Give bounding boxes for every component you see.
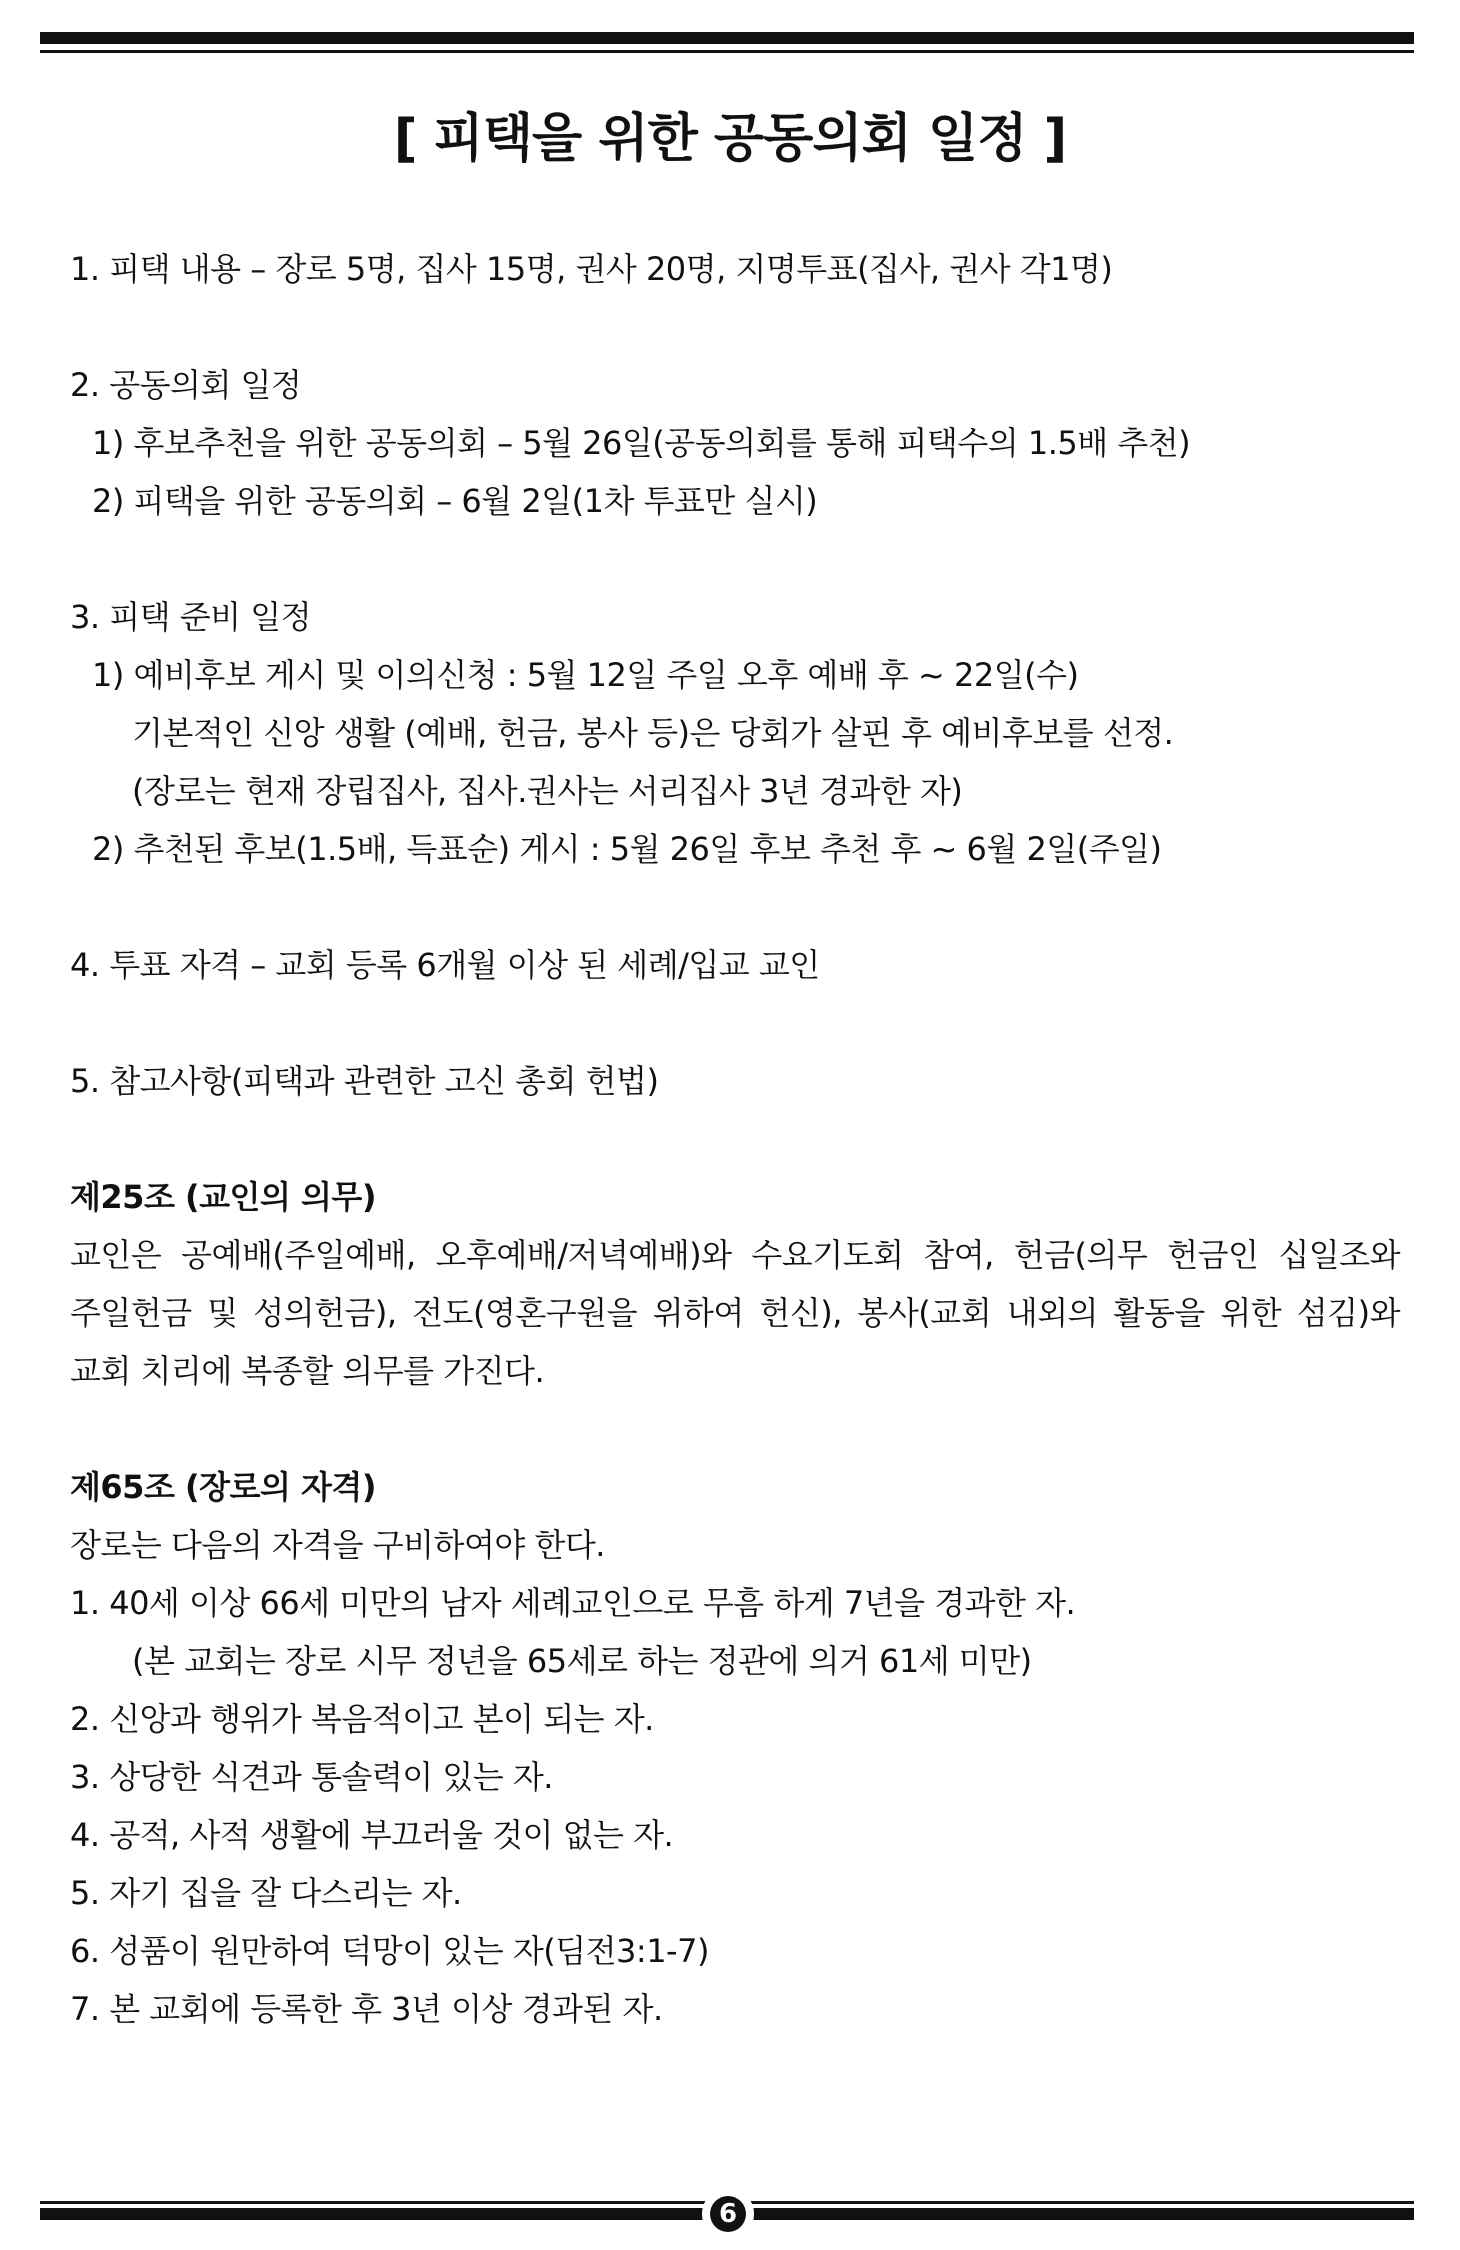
document-body xyxy=(70,240,1400,2038)
section-2-item: 2) 피택을 위한 공동의회 – 6월 2일(1차 투표만 실시) xyxy=(92,482,818,520)
article-65-item: 3. 상당한 식견과 통솔력이 있는 자. xyxy=(70,1758,553,1796)
article-65-item: 1. 40세 이상 66세 미만의 남자 세례교인으로 무흠 하게 7년을 경과한 자. xyxy=(70,1584,1076,1622)
section-1-text: 1. 피택 내용 – 장로 5명, 집사 15명, 권사 20명, 지명투표(집사, 권사 각1명) xyxy=(70,250,1113,288)
article-65-item: 7. 본 교회에 등록한 후 3년 이상 경과된 자. xyxy=(70,1990,663,2028)
section-3-item: 1) 예비후보 게시 및 이의신청 : 5월 12일 주일 오후 예배 후 ~ 22일(수) xyxy=(92,656,1079,694)
section-3-item: 2) 추천된 후보(1.5배, 득표순) 게시 : 5월 26일 후보 추천 후 ~ 6월 2일(주일) xyxy=(92,830,1162,868)
section-3-heading: 3. 피택 준비 일정 xyxy=(70,598,312,636)
section-2-heading: 2. 공동의회 일정 xyxy=(70,366,302,404)
article-65-item: 4. 공적, 사적 생활에 부끄러울 것이 없는 자. xyxy=(70,1816,674,1854)
section-3-note: 기본적인 신앙 생활 (예배, 헌금, 봉사 등)은 당회가 살핀 후 예비후보를 선정. xyxy=(132,714,1174,752)
article-65-item: 5. 자기 집을 잘 다스리는 자. xyxy=(70,1874,462,1912)
page-number: 6 xyxy=(710,2196,746,2232)
section-5-text: 5. 참고사항(피택과 관련한 고신 총회 헌법) xyxy=(70,1062,659,1100)
article-65-intro: 장로는 다음의 자격을 구비하여야 한다. xyxy=(70,1526,605,1564)
article-65-item: 2. 신앙과 행위가 복음적이고 본이 되는 자. xyxy=(70,1700,654,1738)
section-2-item: 1) 후보추천을 위한 공동의회 – 5월 26일(공동의회를 통해 피택수의 1.5배 추천) xyxy=(92,424,1191,462)
page-title: [ 피택을 위한 공동의회 일정 ] xyxy=(393,109,1067,169)
header-rule-thick xyxy=(40,32,1414,44)
article-25-heading: 제25조 (교인의 의무) xyxy=(70,1178,376,1216)
article-65-heading: 제65조 (장로의 자격) xyxy=(70,1468,376,1506)
article-65-note: (본 교회는 장로 시무 정년을 65세로 하는 정관에 의거 61세 미만) xyxy=(132,1642,1032,1680)
section-4-text: 4. 투표 자격 – 교회 등록 6개월 이상 된 세례/입교 교인 xyxy=(70,946,820,984)
header-rule-thin xyxy=(40,50,1414,53)
page-number-badge xyxy=(702,2188,754,2240)
section-3-note: (장로는 현재 장립집사, 집사.권사는 서리집사 3년 경과한 자) xyxy=(132,772,963,810)
article-65-item: 6. 성품이 원만하여 덕망이 있는 자(딤전3:1-7) xyxy=(70,1932,709,1970)
article-25-body: 교인은 공예배(주일예배, 오후예배/저녁예배)와 수요기도회 참여, 헌금(의무 헌금인 십일조와 주일헌금 및 성의헌금), 전도(영혼구원을 위하여 헌신), 봉사(교회 내외의 활동을 위한 섬김)와 교회 치리에 복종할 의무를 가진다. xyxy=(70,1236,1400,1390)
